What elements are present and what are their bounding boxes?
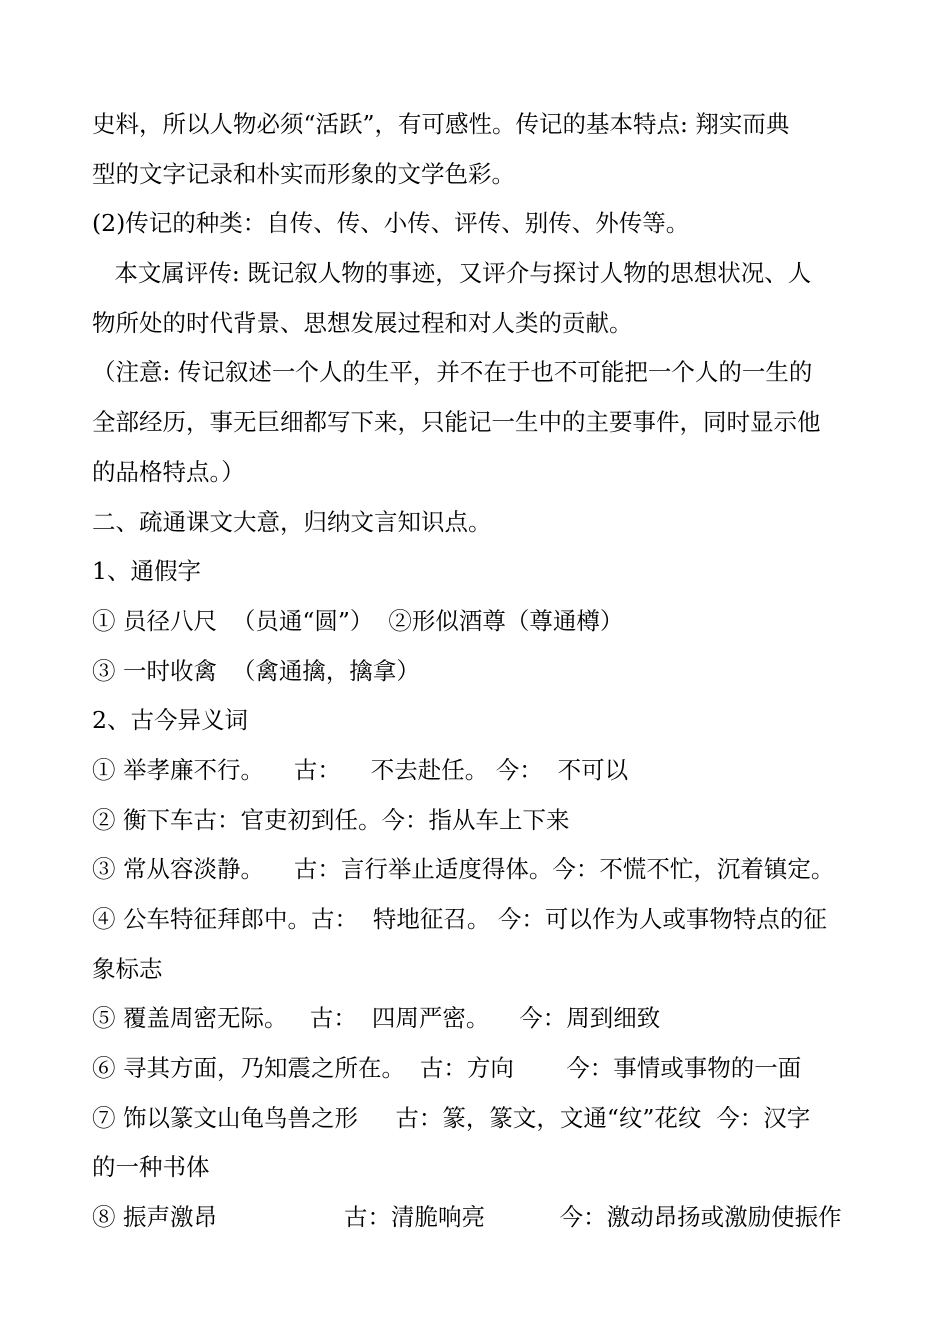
subsection-heading: 2、古今异义词 [92, 706, 248, 735]
list-item-continuation: 的一种书体 [92, 1153, 210, 1182]
text-line: (2)传记的种类：自传、传、小传、评传、别传、外传等。 [92, 209, 690, 238]
list-item: ④ 公车特征拜郎中。古： 特地征召。 今：可以作为人或事物特点的征 [92, 905, 827, 933]
list-item: ① 员径八尺 （员通“圆”） ②形似酒尊（尊通樽） [92, 606, 624, 635]
text-line: 全部经历，事无巨细都写下来，只能记一生中的主要事件，同时显示他 [92, 408, 821, 437]
text-line: （注意: 传记叙述一个人的生平，并不在于也不可能把一个人的一生的 [92, 358, 813, 387]
list-item: ⑥ 寻其方面，乃知震之所在。 古：方向 今：事情或事物的一面 [92, 1054, 802, 1083]
text-line: 物所处的时代背景、思想发展过程和对人类的贡献。 [92, 308, 633, 337]
list-item: ① 举孝廉不行。 古： 不去赴任。 今： 不可以 [92, 755, 629, 784]
list-item: ⑦ 饰以篆文山龟鸟兽之形 古：篆，篆文，文通“纹”花纹 今：汉字 [92, 1103, 811, 1132]
document-page [92, 100, 862, 1243]
text-line: 史料，所以人物必须“活跃”，有可感性。传记的基本特点: 翔实而典 [92, 110, 790, 138]
list-item: ③ 一时收禽 （禽通擒，擒拿） [92, 656, 420, 685]
text-line: 型的文字记录和朴实而形象的文学色彩。 [92, 159, 515, 188]
list-item: ② 衡下车古：官吏初到任。今：指从车上下来 [92, 805, 570, 834]
subsection-heading: 1、通假字 [92, 557, 201, 586]
section-heading: 二、疏通课文大意，归纳文言知识点。 [92, 507, 492, 536]
list-item: ⑤ 覆盖周密无际。 古： 四周严密。 今：周到细致 [92, 1004, 661, 1033]
list-item: ⑧ 振声激昂 古：清脆响亮 今：激动昂扬或激励使振作 [92, 1203, 842, 1232]
text-line: 的品格特点。） [92, 457, 245, 486]
text-line: 本文属评传: 既记叙人物的事迹，又评介与探讨人物的思想状况、人 [92, 259, 812, 288]
list-item: ③ 常从容淡静。 古：言行举止适度得体。今：不慌不忙，沉着镇定。 [92, 855, 835, 884]
list-item-continuation: 象标志 [92, 954, 163, 983]
